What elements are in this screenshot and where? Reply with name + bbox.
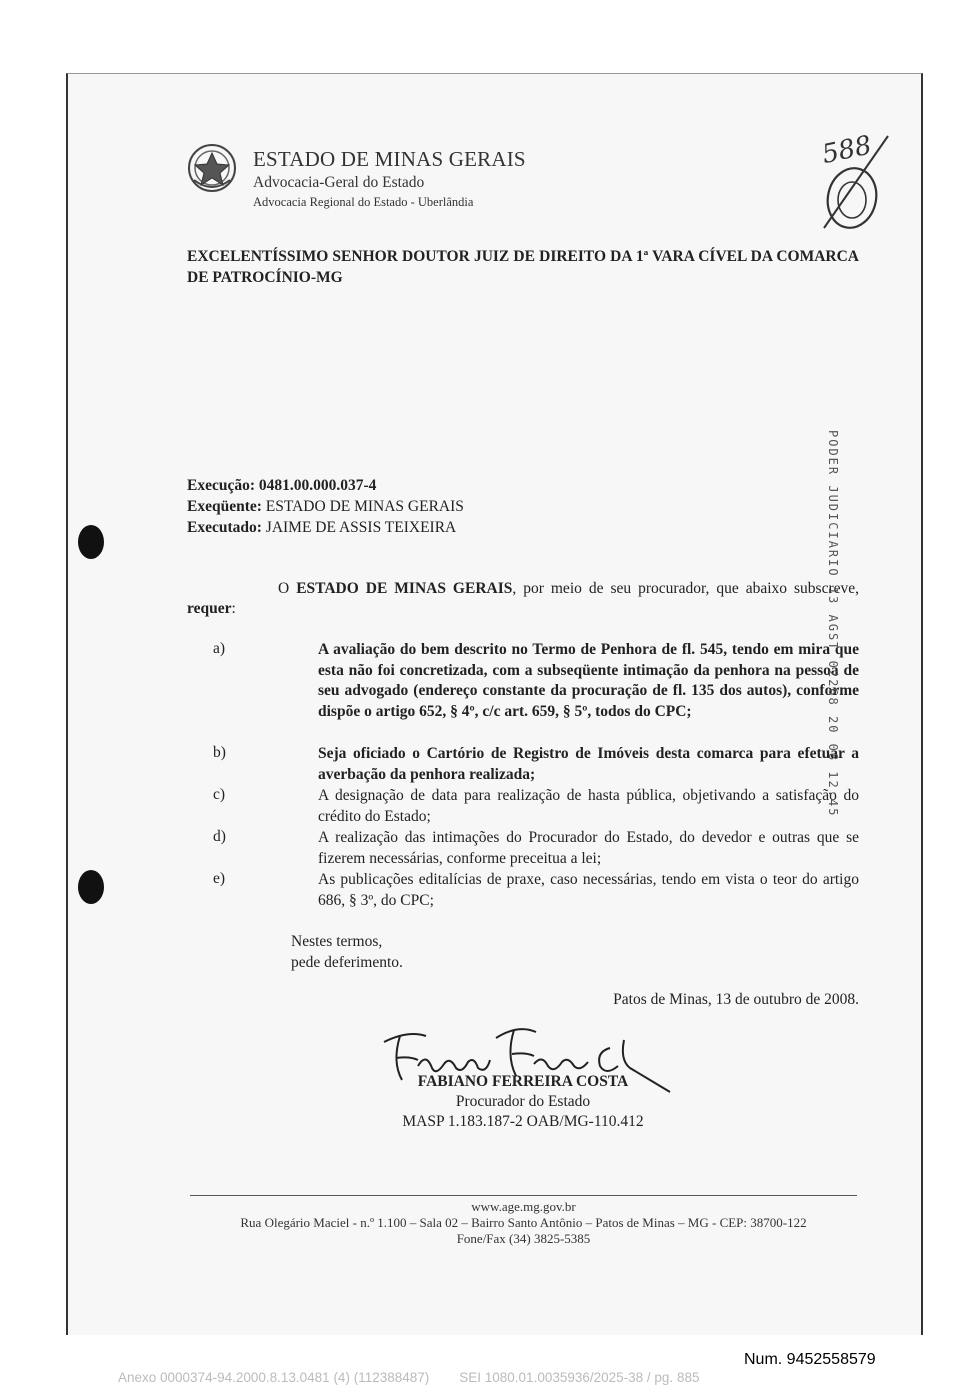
item-text-a: A avaliação do bem descrito no Termo de Penhora de fl. 545, tendo em mira que esta não foi concretizada, com a subseqüente intimação da penhora na pessoa de seu advogado (endereço constante da procuração de fl. 135 dos autos), conforme dispõe o artigo 652, § 4º, c/c art. 659, § 5º, todos do CPC; [318,641,859,720]
item-letter-e: e) [213,870,226,887]
header-title: ESTADO DE MINAS GERAIS [253,147,526,171]
item-letter-b: b) [213,744,226,761]
footer-address: Rua Olegário Maciel - n.º 1.100 – Sala 02 – Bairro Santo Antônio – Patos de Minas – MG - CEP: 38700-122 [240,1215,807,1230]
item-letter-d: d) [213,828,226,845]
item-text-e: As publicações editalícias de praxe, caso necessárias, tendo em vista o teor do artigo 686, § 3º, do CPC; [318,871,859,909]
punch-hole-top [78,525,104,559]
annex-reference: Anexo 0000374-94.2000.8.13.0481 (4) (112388487) SEI 1080.01.0035936/2025-38 / pg. 885 [118,1370,700,1385]
closing [291,931,403,973]
footer-divider [190,1195,857,1196]
footer-website: www.age.mg.gov.br [471,1199,576,1214]
case-executado: Executado: JAIME DE ASSIS TEIXEIRA [187,519,457,536]
court-receipt-stamp: PODER JUDICIARIO 13 AGST 02268 20 08 12:45 [826,430,840,818]
signer-role: Procurador do Estado [455,1093,591,1110]
punch-hole-bottom [78,870,104,904]
court-address: EXCELENTÍSSIMO SENHOR DOUTOR JUIZ DE DIREITO DA 1ª VARA CÍVEL DA COMARCA DE PATROCÍNIO-MG [187,248,859,286]
handwritten-page-mark [808,120,898,235]
signer-name: FABIANO FERREIRA COSTA [417,1073,629,1090]
signature-block [383,1072,663,1132]
item-text-b: Seja oficiado o Cartório de Registro de Imóveis desta comarca para efetuar a averbação da penhora realizada; [318,745,859,783]
signer-registration: MASP 1.183.187-2 OAB/MG-110.412 [402,1113,644,1130]
footer-phone: Fone/Fax (34) 3825-5385 [456,1231,591,1246]
item-text-d: A realização das intimações do Procurador do Estado, do devedor e outras que se fizerem necessárias, conforme preceitua a lei; [318,829,859,867]
closing-line-2: pede deferimento. [291,954,403,971]
case-exequente: Exeqüente: ESTADO DE MINAS GERAIS [187,498,464,515]
handwritten-page-number: 588 [819,130,875,171]
header-subtitle: Advocacia-Geral do Estado [253,174,425,191]
closing-line-1: Nestes termos, [291,933,383,950]
item-letter-a: a) [213,640,226,657]
case-info [187,475,464,538]
date-line: Patos de Minas, 13 de outubro de 2008. [613,991,859,1008]
case-execucao: Execução: 0481.00.000.037-4 [187,477,377,494]
item-letter-c: c) [213,786,226,803]
header-regional: Advocacia Regional do Estado - Uberlândia [253,195,474,209]
document-number: Num. 9452558579 [744,1351,876,1368]
item-text-c: A designação de data para realização de hasta pública, objetivando a satisfação do crédito do Estado; [318,787,859,825]
intro-paragraph: O ESTADO DE MINAS GERAIS, por meio de seu procurador, que abaixo subscreve, requer: [187,580,859,617]
coat-of-arms-icon [186,142,238,194]
